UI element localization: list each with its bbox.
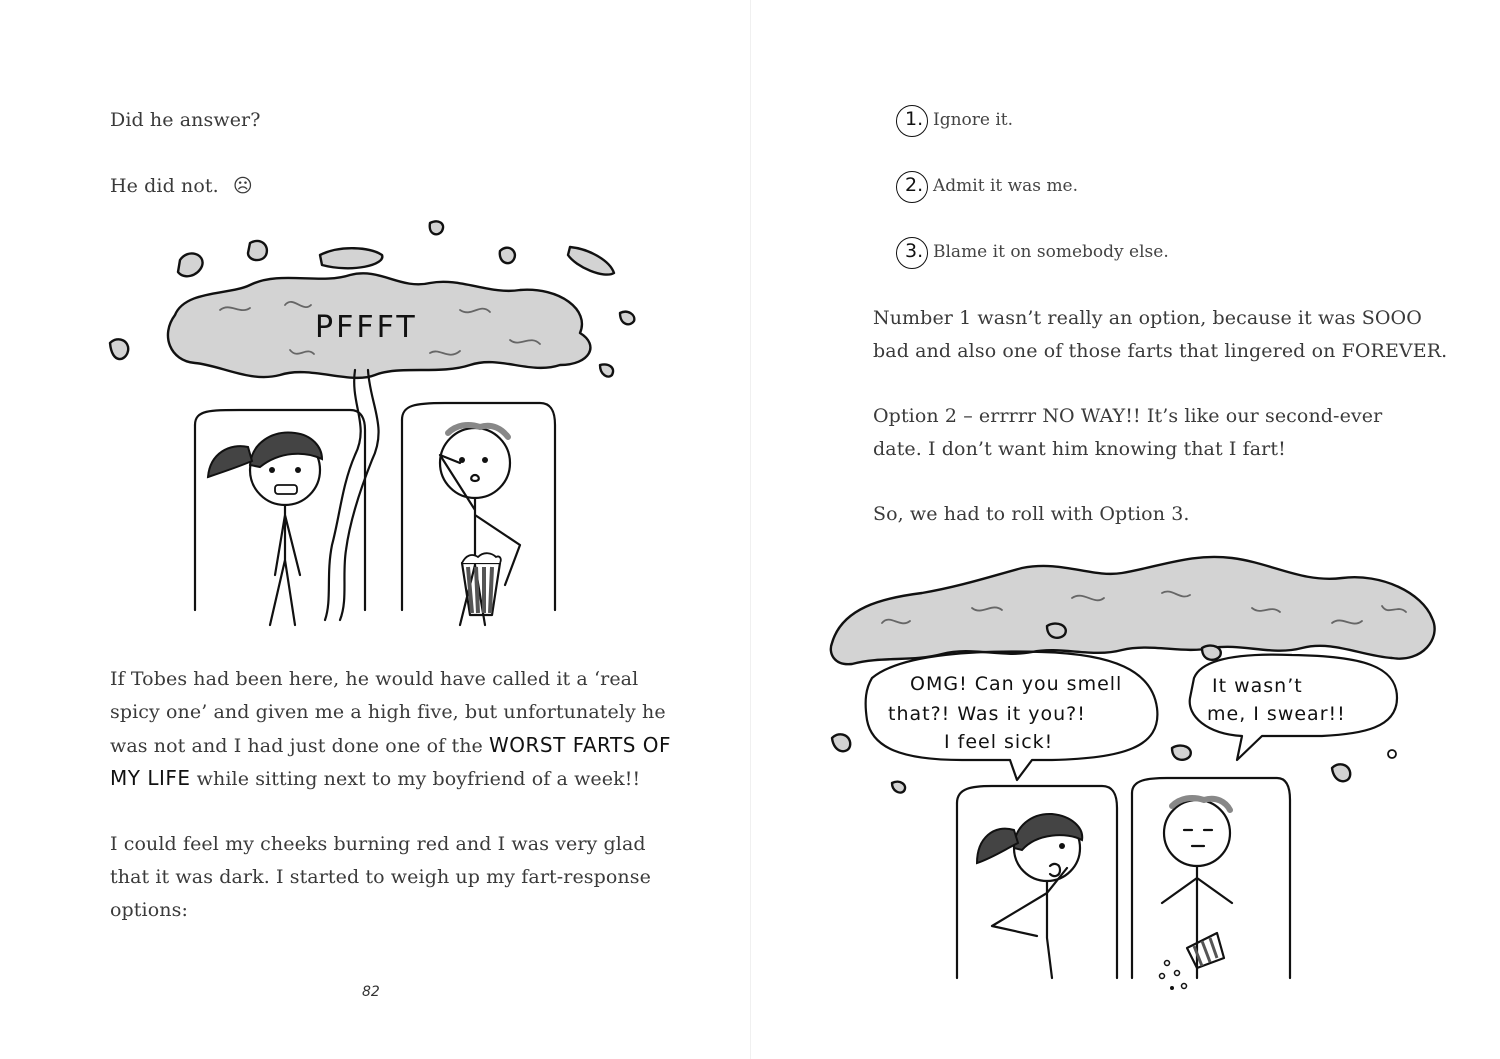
speech-left-line2: that?! Was it you?! — [888, 703, 1086, 725]
option-2-text: Admit it was me. — [933, 176, 1079, 196]
line-he-did-not — [110, 170, 253, 203]
illustration-fart-cinema — [100, 215, 660, 635]
line-did-he-answer: Did he answer? — [110, 109, 261, 131]
para-option3: So, we had to roll with Option 3. — [873, 503, 1190, 525]
illustration-blame-scene — [822, 548, 1452, 998]
para-option2-line1: Option 2 – errrrr NO WAY!! It’s like our second-ever — [873, 405, 1383, 427]
para-cheeks-line2: that it was dark. I started to weigh up my fart-response — [110, 866, 651, 888]
speech-right-line1: It wasn’t — [1212, 675, 1303, 697]
para-tobes-line2: spicy one’ and given me a high five, but unfortunately he — [110, 701, 666, 723]
para-tobes-line3-text: was not and I had just done one of the — [110, 735, 490, 757]
para-tobes-line4-text: while sitting next to my boyfriend of a week!! — [190, 768, 641, 790]
cloud-text: PFFFT — [315, 310, 418, 345]
para-number1-line1: Number 1 wasn’t really an option, because it was SOOO — [873, 307, 1422, 329]
page-gutter — [750, 0, 751, 1059]
option-1-number: 1. — [905, 108, 924, 130]
emphasis-my-life: MY LIFE — [110, 766, 191, 790]
speech-left-line3: I feel sick! — [944, 731, 1054, 753]
option-1-text: Ignore it. — [933, 110, 1014, 130]
speech-left-line1: OMG! Can you smell — [910, 673, 1123, 695]
para-cheeks-line1: I could feel my cheeks burning red and I was very glad — [110, 833, 646, 855]
emphasis-worst-farts: WORST FARTS OF — [489, 733, 672, 757]
speech-right-line2: me, I swear!! — [1207, 703, 1346, 725]
lingering-cloud — [831, 557, 1435, 664]
frown-icon: ☹ — [232, 175, 253, 197]
para-tobes-line4 — [110, 762, 640, 796]
option-2-number: 2. — [905, 174, 924, 196]
line-he-did-not-text: He did not. — [110, 175, 219, 197]
option-3-number: 3. — [905, 240, 924, 262]
para-number1-line2: bad and also one of those farts that lingered on FOREVER. — [873, 340, 1448, 362]
para-tobes-line3 — [110, 729, 671, 763]
para-cheeks-line3: options: — [110, 899, 188, 921]
para-option2-line2: date. I don’t want him knowing that I fart! — [873, 438, 1286, 460]
page-number: 82 — [362, 984, 380, 1000]
option-3-text: Blame it on somebody else. — [933, 242, 1169, 262]
para-tobes-line1: If Tobes had been here, he would have called it a ‘real — [110, 668, 639, 690]
